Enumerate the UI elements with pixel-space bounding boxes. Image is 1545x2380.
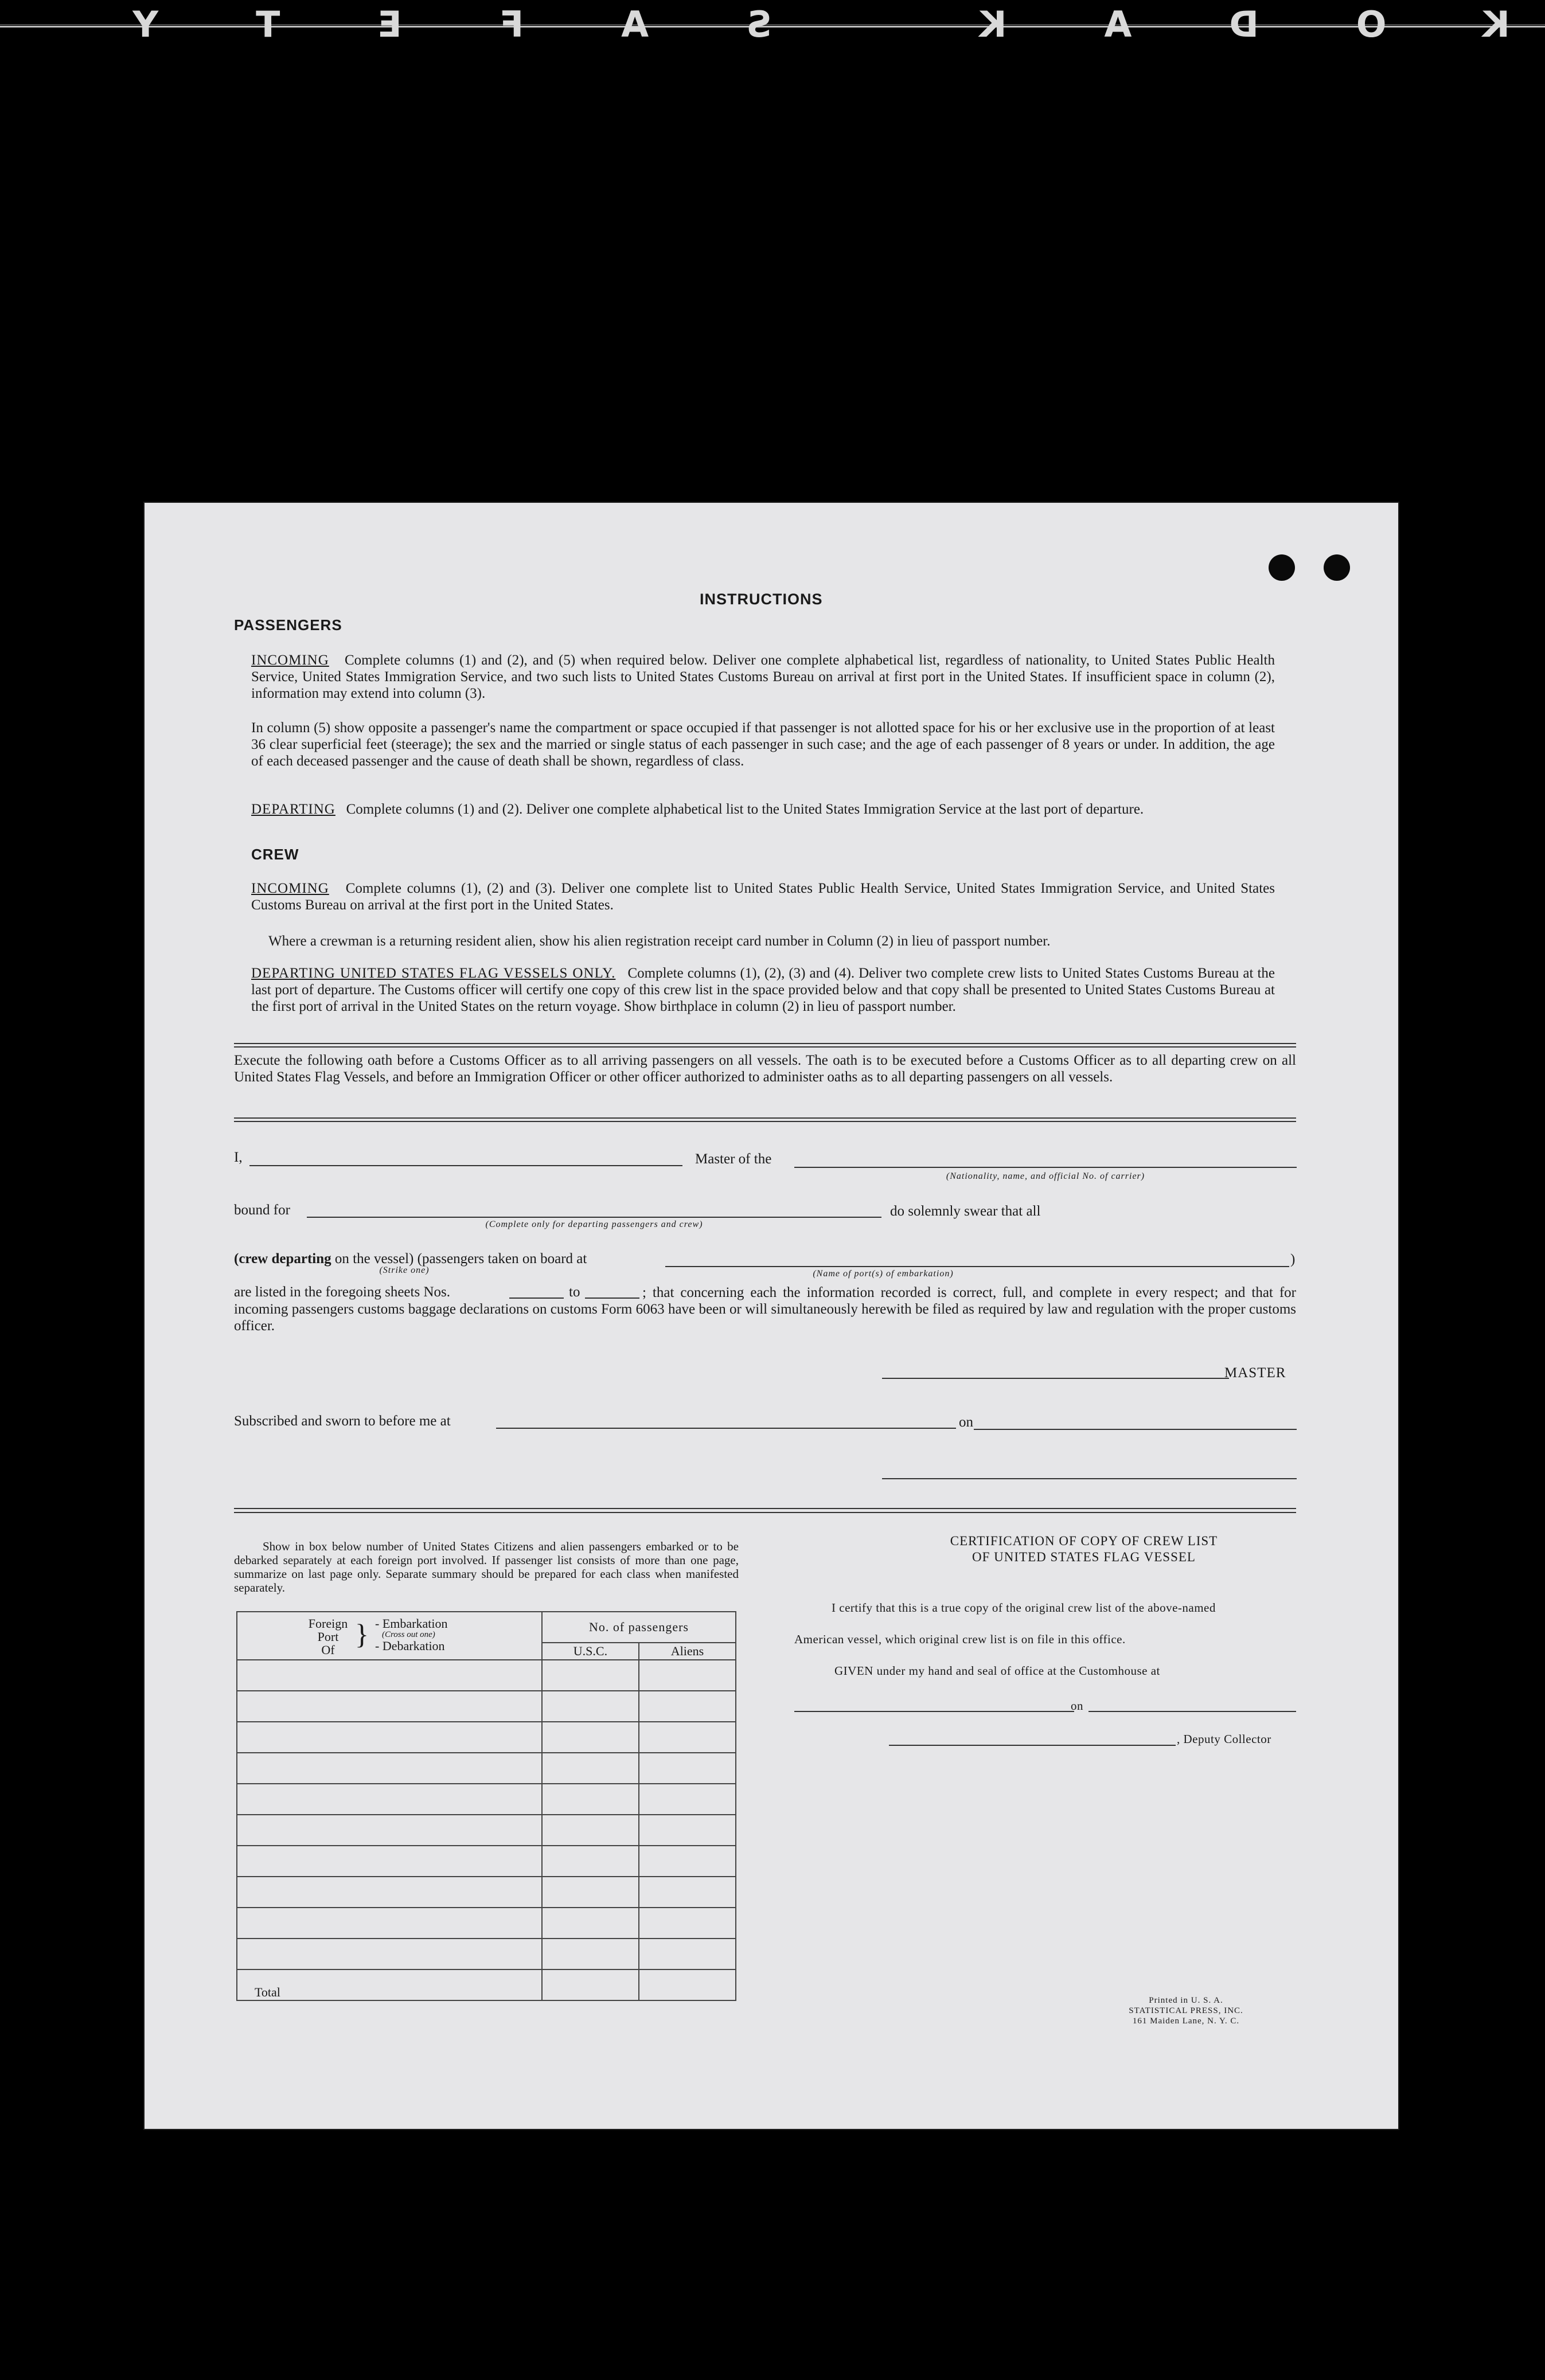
usc-cell[interactable]: [542, 1753, 639, 1784]
punch-hole: [1269, 554, 1295, 581]
sheets-start: are listed in the foregoing sheets Nos.: [234, 1284, 450, 1300]
master-signature-field[interactable]: [882, 1378, 1229, 1379]
oath-i-label: I,: [234, 1150, 243, 1165]
usc-cell[interactable]: [542, 1660, 639, 1691]
passengers-departing-paragraph: [251, 801, 1275, 818]
strike-one-caption: (Strike one): [379, 1265, 430, 1275]
port-header-cell: [237, 1612, 542, 1660]
usc-cell[interactable]: [542, 1815, 639, 1846]
port-cell[interactable]: [237, 1753, 542, 1784]
bound-for-label: bound for: [234, 1202, 290, 1218]
crew-departing-line: [234, 1251, 587, 1267]
port-label: Port: [317, 1629, 339, 1644]
master-of-label: Master of the: [695, 1151, 772, 1167]
certification-on-label: on: [1071, 1699, 1083, 1713]
table-row: [237, 1753, 736, 1784]
crew-incoming-paragraph: [251, 880, 1275, 913]
table-row: [237, 1815, 736, 1846]
aliens-cell[interactable]: [639, 1908, 736, 1939]
usc-cell[interactable]: [542, 1722, 639, 1753]
punch-hole: [1324, 554, 1350, 581]
crew-incoming-text: Complete columns (1), (2) and (3). Deliver one complete list to United States Public Health Service, United States Immigration Service, and United States Customs Bureau on arrival at the first port in the United States.: [251, 881, 1275, 913]
table-header-row: [237, 1612, 736, 1643]
officer-signature-field[interactable]: [882, 1478, 1297, 1479]
total-aliens-cell[interactable]: [639, 1969, 736, 2000]
port-cell[interactable]: [237, 1939, 542, 1969]
printer-line-1: Printed in U. S. A.: [1149, 1996, 1223, 2005]
crew-departing-rest: on the vessel) (passengers taken on board at: [334, 1251, 587, 1267]
passengers-incoming-text: Complete columns (1) and (2), and (5) when required below. Deliver one complete alphabetical list, regardless of nationality, to United States Public Health Service, United States Immigration Service, and two such lists to United States Customs Bureau on arrival at first port in the United States. If insufficient space in column (2), information may extend into column (3).: [251, 652, 1275, 701]
film-edge-text: KODAK SAFETY: [35, 3, 1510, 45]
foreign-label: Foreign: [308, 1616, 348, 1631]
port-cell[interactable]: [237, 1784, 542, 1815]
printer-line-2: STATISTICAL PRESS, INC.: [1129, 2006, 1243, 2015]
carrier-caption: (Nationality, name, and official No. of carrier): [946, 1171, 1145, 1181]
aliens-header: Aliens: [639, 1643, 736, 1660]
deputy-collector-label: , Deputy Collector: [1177, 1732, 1271, 1746]
crew-departing-text: Complete columns (1), (2), (3) and (4). Deliver two complete crew lists to United States Customs Bureau at the last port of departure. The Customs officer will certify one copy of this crew list in the space provided below and that copy shall be presented to United States Customs Bureau at the first port of arrival in the United States on the return voyage. Show birthplace in column (2) in lieu of passport number.: [251, 966, 1275, 1014]
section-title-passengers: PASSENGERS: [234, 616, 342, 634]
certification-title-2: OF UNITED STATES FLAG VESSEL: [972, 1550, 1196, 1564]
crew-incoming-label: INCOMING: [251, 881, 329, 896]
total-usc-cell[interactable]: [542, 1969, 639, 2000]
embarkation-label: - Embarkation: [375, 1616, 448, 1631]
bound-for-caption: (Complete only for departing passengers and crew): [485, 1220, 703, 1229]
passengers-departing-label: DEPARTING: [251, 802, 335, 817]
close-paren: ): [1290, 1252, 1296, 1267]
divider: [234, 1046, 1296, 1048]
table-row: [237, 1722, 736, 1753]
usc-cell[interactable]: [542, 1846, 639, 1877]
aliens-cell[interactable]: [639, 1660, 736, 1691]
table-row: [237, 1846, 736, 1877]
subscribed-on-label: on: [959, 1414, 973, 1430]
usc-cell[interactable]: [542, 1784, 639, 1815]
aliens-cell[interactable]: [639, 1691, 736, 1722]
subscribed-place-field[interactable]: [496, 1428, 956, 1429]
table-total-row: [237, 1969, 736, 2000]
passengers-incoming-label: INCOMING: [251, 652, 329, 668]
usc-header: U.S.C.: [542, 1643, 639, 1660]
crew-resident-paragraph: Where a crewman is a returning resident alien, show his alien registration receipt card number in Column (2) in lieu of passport number.: [268, 933, 1051, 949]
aliens-cell[interactable]: [639, 1846, 736, 1877]
port-cell[interactable]: [237, 1877, 542, 1908]
total-label: Total: [237, 1969, 542, 2000]
given-line: GIVEN under my hand and seal of office at the Customhouse at: [834, 1664, 1160, 1678]
document-page: [143, 502, 1399, 2130]
carrier-field[interactable]: [794, 1167, 1297, 1168]
crew-departing-bold: (crew departing: [234, 1251, 331, 1267]
port-cell[interactable]: [237, 1815, 542, 1846]
usc-cell[interactable]: [542, 1939, 639, 1969]
port-cell[interactable]: [237, 1660, 542, 1691]
aliens-cell[interactable]: [639, 1784, 736, 1815]
usc-cell[interactable]: [542, 1691, 639, 1722]
embarkation-labels: [375, 1617, 447, 1652]
debarkation-label: - Debarkation: [375, 1639, 445, 1653]
divider: [234, 1117, 1296, 1119]
subscribed-date-field[interactable]: [974, 1429, 1297, 1430]
passengers-departing-text: Complete columns (1) and (2). Deliver one complete alphabetical list to the United States Immigration Service at the last port of departure.: [346, 802, 1144, 817]
passengers-incoming-paragraph: [251, 652, 1275, 702]
table-row: [237, 1691, 736, 1722]
port-cell[interactable]: [237, 1908, 542, 1939]
crew-departing-label: DEPARTING UNITED STATES FLAG VESSELS ONLY.: [251, 966, 616, 981]
page-title: INSTRUCTIONS: [700, 591, 823, 608]
cross-out-label: (Cross out one): [382, 1630, 435, 1639]
divider: [234, 1043, 1296, 1044]
sheets-to: to: [569, 1284, 580, 1300]
table-row: [237, 1877, 736, 1908]
customhouse-field[interactable]: [794, 1711, 1074, 1712]
bound-for-field[interactable]: [307, 1217, 881, 1218]
aliens-cell[interactable]: [639, 1939, 736, 1969]
printer-imprint: [1111, 1995, 1261, 2026]
aliens-cell[interactable]: [639, 1722, 736, 1753]
usc-cell[interactable]: [542, 1908, 639, 1939]
aliens-cell[interactable]: [639, 1877, 736, 1908]
oath-intro: Execute the following oath before a Customs Officer as to all arriving passengers on all vessels. The oath is to be executed before a Customs Officer as to all departing crew on all United States Flag Vessels, and before an Immigration Officer or other officer authorized to administer oaths as to all departing passengers on all vessels.: [234, 1053, 1296, 1085]
certify-line-1: I certify that this is a true copy of the original crew list of the above-named: [832, 1601, 1216, 1615]
certify-line-2: American vessel, which original crew list is on file in this office.: [794, 1632, 1126, 1646]
certification-date-field[interactable]: [1088, 1711, 1296, 1712]
no-of-passengers-header: No. of passengers: [542, 1612, 736, 1643]
crew-departing-paragraph: [251, 965, 1275, 1015]
divider: [234, 1508, 1296, 1509]
passenger-summary-table: [236, 1611, 736, 2001]
aliens-cell[interactable]: [639, 1753, 736, 1784]
ports-caption: (Name of port(s) of embarkation): [813, 1269, 954, 1279]
passengers-column5-paragraph: In column (5) show opposite a passenger's name the compartment or space occupied if that passenger is not allotted space for his or her exclusive use in the proportion of at least 36 clear superficial feet (steerage); the sex and the married or single status of each passenger in such case; and the age of each passenger of 8 years or under. In addition, the age of each deceased passenger and the cause of death shall be shown, regardless of class.: [251, 720, 1275, 769]
usc-cell[interactable]: [542, 1877, 639, 1908]
port-cell[interactable]: [237, 1691, 542, 1722]
table-row: [237, 1784, 736, 1815]
deputy-signature-field[interactable]: [889, 1745, 1176, 1746]
ports-field[interactable]: [665, 1266, 1289, 1267]
aliens-cell[interactable]: [639, 1815, 736, 1846]
film-edge: [0, 0, 1545, 54]
table-row: [237, 1939, 736, 1969]
table-row: [237, 1908, 736, 1939]
foreign-port-of-label: [305, 1617, 351, 1656]
section-title-crew: CREW: [251, 846, 299, 863]
certification-title-1: CERTIFICATION OF COPY OF CREW LIST: [950, 1534, 1218, 1548]
subscribed-label: Subscribed and sworn to before me at: [234, 1413, 451, 1429]
divider: [234, 1121, 1296, 1122]
master-name-field[interactable]: [249, 1165, 682, 1166]
table-row: [237, 1660, 736, 1691]
swear-label: do solemnly swear that all: [890, 1203, 1041, 1219]
master-label: MASTER: [1224, 1365, 1286, 1381]
brace-icon: }: [355, 1618, 369, 1650]
port-cell[interactable]: [237, 1722, 542, 1753]
divider: [234, 1512, 1296, 1513]
sheets-rest: ; that concerning each the information recorded is correct, full, and complete in every respect; and that for incoming passengers customs baggage declarations on customs Form 6063 have been or will simultaneously herewith be filed as required by law and regulation with the proper customs officer.: [234, 1285, 1296, 1334]
port-cell[interactable]: [237, 1846, 542, 1877]
of-label: Of: [321, 1643, 335, 1657]
printer-line-3: 161 Maiden Lane, N. Y. C.: [1132, 2016, 1240, 2026]
summary-instructions: Show in box below number of United States Citizens and alien passengers embarked or to be debarked separately at each foreign port involved. If passenger list consists of more than one page, summarize on last page only. Separate summary should be prepared for each class when manifested separately.: [234, 1539, 739, 1595]
